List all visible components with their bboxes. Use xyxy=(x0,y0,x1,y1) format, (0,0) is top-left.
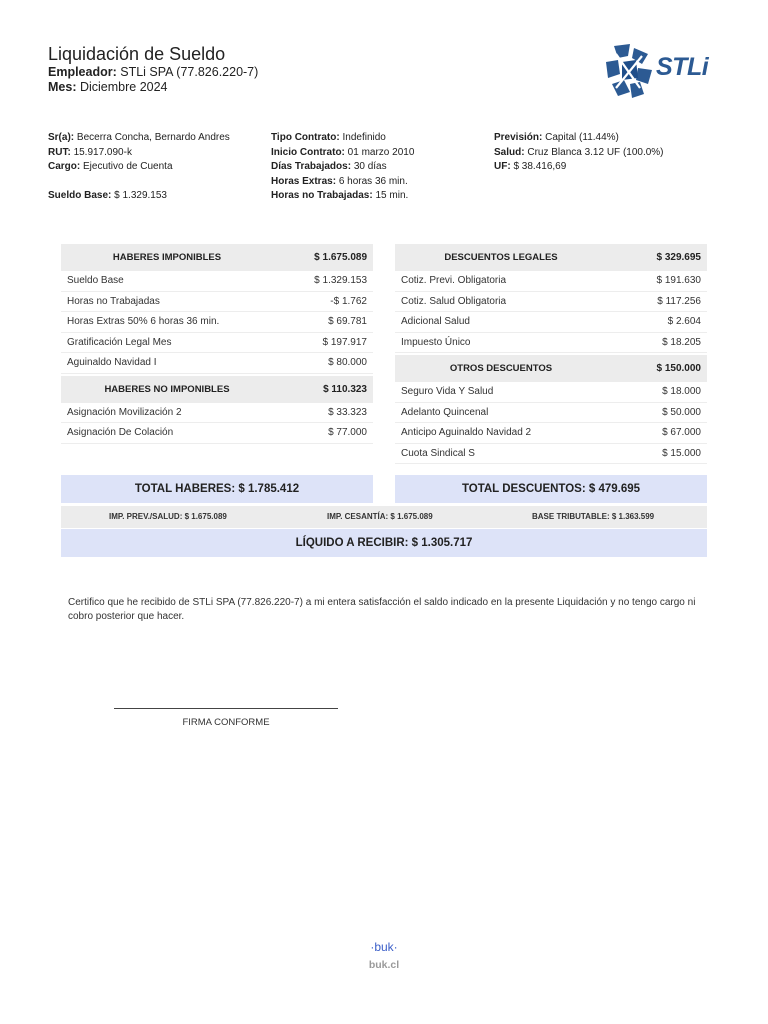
info-label: Sr(a): xyxy=(48,132,75,143)
line-item xyxy=(61,353,373,374)
info-value: Capital (11.44%) xyxy=(545,132,619,143)
line-item xyxy=(61,271,373,292)
info-label: Cargo: xyxy=(48,161,81,173)
info-line xyxy=(494,146,664,161)
line-item-amount: $ 50.000 xyxy=(662,406,701,418)
otros-descuentos-header xyxy=(395,355,707,382)
logo-wordmark: STLi xyxy=(656,53,709,81)
line-item-amount: $ 15.000 xyxy=(662,447,701,459)
line-item-amount: $ 18.000 xyxy=(662,386,701,398)
info-label: Salud: xyxy=(494,146,525,158)
info-line xyxy=(271,189,414,204)
line-item-amount: $ 77.000 xyxy=(328,427,367,439)
info-line xyxy=(48,189,230,204)
line-item-amount: $ 18.205 xyxy=(662,336,701,348)
info-label: Horas Extras: xyxy=(271,175,337,187)
line-item-label: Aguinaldo Navidad I xyxy=(67,357,157,369)
info-label: Sueldo Base: xyxy=(48,190,112,202)
info-line xyxy=(271,146,414,161)
signature-label: FIRMA CONFORME xyxy=(182,717,270,728)
section-label: HABERES IMPONIBLES xyxy=(112,252,222,263)
info-value: Ejecutivo de Cuenta xyxy=(83,161,173,173)
section-label: OTROS DESCUENTOS xyxy=(449,363,553,374)
info-line xyxy=(494,131,664,146)
info-label: Previsión: xyxy=(494,132,543,143)
line-item-label: Impuesto Único xyxy=(401,336,471,348)
line-item xyxy=(395,312,707,333)
line-item-label: Horas Extras 50% 6 horas 36 min. xyxy=(67,316,220,328)
line-item xyxy=(395,403,707,424)
line-item-amount: $ 2.604 xyxy=(667,316,701,328)
employee-info-column-3 xyxy=(494,131,664,175)
employer-label: Empleador: xyxy=(48,65,117,79)
month-label: Mes: xyxy=(48,80,77,94)
line-item-amount: $ 1.329.153 xyxy=(314,275,367,287)
info-value: Becerra Concha, Bernardo Andres xyxy=(76,132,230,143)
line-item-label: Adicional Salud xyxy=(401,316,470,328)
certification-text: Certifico que he recibido de STLi SPA (77.826.220-7) a mi entera satisfacción el saldo indicado en la presente Liquidación y no tengo cargo ni cobro posterior que hacer. xyxy=(68,597,696,622)
info-value: 6 horas 36 min. xyxy=(338,175,408,187)
info-value: $ 1.329.153 xyxy=(114,190,167,202)
haberes-no-imponibles-header xyxy=(61,376,373,403)
info-line xyxy=(271,175,414,190)
line-item-amount: $ 80.000 xyxy=(328,357,367,369)
line-item-label: Asignación Movilización 2 xyxy=(67,406,182,418)
info-value: Cruz Blanca 3.12 UF (100.0%) xyxy=(527,146,664,158)
month-line xyxy=(48,80,168,94)
line-item xyxy=(395,423,707,444)
line-item-amount: $ 33.323 xyxy=(328,406,367,418)
descuentos-panel xyxy=(395,244,707,464)
info-line xyxy=(271,160,414,175)
line-item-amount: $ 197.917 xyxy=(322,336,367,348)
info-line xyxy=(48,146,230,161)
line-item xyxy=(395,292,707,313)
base-tributable: BASE TRIBUTABLE: $ 1.363.599 xyxy=(532,512,655,521)
section-label: DESCUENTOS LEGALES xyxy=(444,252,558,263)
employer-value: STLi SPA (77.826.220-7) xyxy=(120,65,259,79)
employee-info-column-2 xyxy=(271,131,414,204)
haberes-imponibles-header xyxy=(61,244,373,271)
employee-info-column-1 xyxy=(48,131,230,204)
section-total: $ 1.675.089 xyxy=(314,252,367,263)
info-line xyxy=(48,131,230,146)
company-logo xyxy=(604,44,724,98)
info-label: Tipo Contrato: xyxy=(271,132,340,143)
info-line xyxy=(494,160,664,175)
line-item-amount: -$ 1.762 xyxy=(330,295,367,307)
stli-logo-icon xyxy=(604,44,654,98)
info-value: 30 días xyxy=(353,161,387,173)
line-item xyxy=(395,271,707,292)
line-item xyxy=(61,292,373,313)
imp-cesantia: IMP. CESANTÍA: $ 1.675.089 xyxy=(327,512,433,521)
otros-descuentos-list xyxy=(395,382,707,464)
info-line xyxy=(48,175,230,190)
line-item-label: Sueldo Base xyxy=(67,275,124,287)
info-value: 15 min. xyxy=(375,190,409,202)
line-item-amount: $ 67.000 xyxy=(662,427,701,439)
info-line xyxy=(271,131,414,146)
line-item-label: Cuota Sindical S xyxy=(401,447,475,459)
total-haberes: TOTAL HABERES: $ 1.785.412 xyxy=(61,475,373,503)
line-item-label: Adelanto Quincenal xyxy=(401,406,489,418)
line-item-label: Anticipo Aguinaldo Navidad 2 xyxy=(401,427,532,439)
info-value: 15.917.090-k xyxy=(73,146,132,158)
month-value: Diciembre 2024 xyxy=(79,80,168,94)
haberes-panel xyxy=(61,244,373,444)
line-item xyxy=(61,423,373,444)
line-item-label: Gratificación Legal Mes xyxy=(67,336,172,348)
haberes-no-imponibles-list xyxy=(61,403,373,444)
descuentos-legales-list xyxy=(395,271,707,353)
descuentos-legales-header xyxy=(395,244,707,271)
line-item-label: Seguro Vida Y Salud xyxy=(401,386,494,398)
info-label: Días Trabajados: xyxy=(271,161,352,173)
line-item xyxy=(395,333,707,354)
info-line xyxy=(48,160,230,175)
line-item-label: Asignación De Colación xyxy=(67,427,174,439)
info-value: 01 marzo 2010 xyxy=(347,146,415,158)
liquido-a-recibir: LÍQUIDO A RECIBIR: $ 1.305.717 xyxy=(61,529,707,557)
imponible-summary-bar xyxy=(61,506,707,528)
line-item xyxy=(61,403,373,424)
total-descuentos: TOTAL DESCUENTOS: $ 479.695 xyxy=(395,475,707,503)
line-item-amount: $ 69.781 xyxy=(328,316,367,328)
buk-url[interactable]: buk.cl xyxy=(368,959,400,971)
info-label: Horas no Trabajadas: xyxy=(271,190,373,202)
section-label: HABERES NO IMPONIBLES xyxy=(104,383,230,395)
line-item-label: Cotiz. Previ. Obligatoria xyxy=(401,275,507,287)
line-item-label: Horas no Trabajadas xyxy=(67,295,160,307)
info-label: UF: xyxy=(494,161,511,173)
line-item-amount: $ 117.256 xyxy=(657,295,701,307)
buk-logo: ·buk· xyxy=(370,940,398,954)
imp-prev-salud: IMP. PREV./SALUD: $ 1.675.089 xyxy=(109,512,227,521)
info-label: Inicio Contrato: xyxy=(271,146,345,158)
line-item xyxy=(61,333,373,354)
section-total: $ 329.695 xyxy=(656,252,701,263)
line-item-amount: $ 191.630 xyxy=(656,275,701,287)
info-label: RUT: xyxy=(48,146,71,158)
line-item xyxy=(395,444,707,465)
line-item xyxy=(61,312,373,333)
info-value: $ 38.416,69 xyxy=(513,161,567,173)
line-item xyxy=(395,382,707,403)
line-item-label: Cotiz. Salud Obligatoria xyxy=(401,295,507,307)
info-value: Indefinido xyxy=(342,132,386,143)
document-title: Liquidación de Sueldo xyxy=(48,44,226,64)
signature-line xyxy=(114,708,338,709)
section-total: $ 110.323 xyxy=(323,383,367,395)
haberes-imponibles-list xyxy=(61,271,373,374)
section-total: $ 150.000 xyxy=(656,363,701,374)
employer-line xyxy=(48,65,258,79)
